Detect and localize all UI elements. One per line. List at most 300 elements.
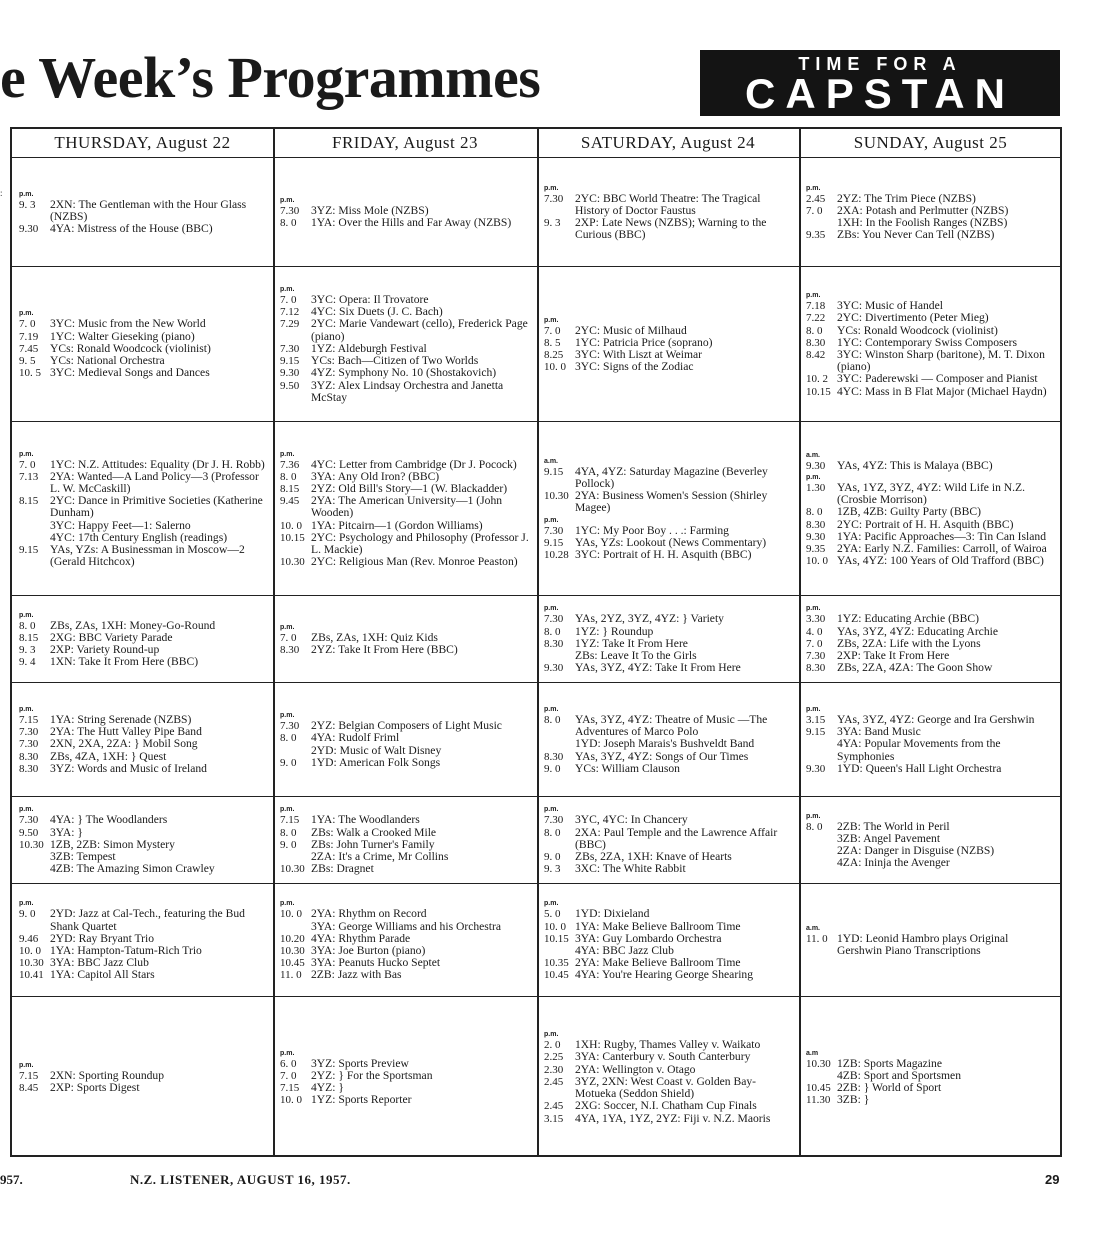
programme-time: 8.25: [544, 349, 564, 361]
programme-description: 1ZB: Sports Magazine: [837, 1056, 942, 1070]
programme-time: [806, 845, 837, 857]
time-period-label: p.m.: [19, 1061, 34, 1069]
day-header: THURSDAY, August 22: [54, 133, 231, 152]
programme-time: 7.30: [806, 650, 826, 663]
programme-description: 3ZB: }: [837, 1093, 870, 1107]
programme-time: 8.15: [19, 631, 39, 644]
programme-time: 7.13: [19, 470, 39, 483]
programme-description: 3YA: Canterbury v. South Canterbury: [575, 1050, 751, 1064]
programme-entry: [280, 495, 531, 519]
programme-description: 1YC: My Poor Boy . . .: Farming: [575, 523, 729, 537]
programme-description: 3YZ: Miss Mole (NZBS): [311, 203, 429, 217]
time-period-label: p.m.: [806, 473, 821, 481]
programme-cell: [14, 268, 272, 420]
row-divider: [12, 883, 1062, 884]
programme-time: 10.15: [544, 932, 569, 945]
programme-cell: [14, 998, 272, 1156]
programme-time: 10.15: [806, 385, 831, 398]
time-period-label: p.m.: [544, 605, 559, 613]
programme-entry: [280, 908, 531, 920]
programme-description: 2YZ: The Trim Piece (NZBS): [837, 191, 976, 205]
programme-description: 3YA: Peanuts Hucko Septet: [311, 956, 441, 970]
programme-entry: [19, 544, 267, 568]
programme-time: 10.45: [280, 957, 305, 970]
programme-entry: [19, 223, 267, 235]
programme-time: 9.50: [280, 379, 300, 392]
programme-time: 9.15: [806, 726, 826, 739]
programme-description: 4YC: 17th Century English (readings): [50, 530, 228, 544]
programme-description: 4ZB: Sport and Sportsmen: [837, 1068, 961, 1082]
programme-time: 7.12: [280, 306, 300, 319]
programme-time: 8. 0: [544, 826, 561, 839]
programme-time: 7.30: [544, 613, 564, 626]
programme-description: 2XP: Late News (NZBS); Warning to the Curious (BBC): [575, 216, 770, 242]
programme-time: 3.30: [806, 613, 826, 626]
programme-entry: [280, 367, 531, 379]
programme-description: 3YA: Band Music: [837, 725, 921, 739]
programme-time: 8.30: [544, 750, 564, 763]
programme-entry: [544, 613, 793, 625]
programme-entry: [280, 556, 531, 568]
programme-description: 3YA: Any Old Iron? (BBC): [311, 469, 440, 483]
programme-entry: [544, 193, 793, 217]
programme-description: YAs, 2YZ, 3YZ, 4YZ: } Variety: [575, 612, 724, 626]
programme-description: YCs: William Clauson: [575, 761, 680, 775]
programme-entry: [806, 519, 1056, 531]
programme-description: 1XH: Rugby, Thames Valley v. Waikato: [575, 1038, 761, 1052]
programme-cell: [801, 885, 1061, 995]
programme-time: 7. 0: [806, 204, 823, 217]
programme-time: 10. 0: [544, 361, 566, 374]
programme-entry: [280, 1058, 531, 1070]
margin-fragment: :: [0, 188, 3, 198]
programme-description: 2YC: Marie Vandewart (cello), Frederick Page (piano): [311, 317, 531, 343]
programme-description: 3YC: Medieval Songs and Dances: [50, 366, 210, 380]
programme-description: 1YC: N.Z. Attitudes: Equality (Dr J. H. Robb): [50, 457, 265, 471]
programme-time: 7. 0: [280, 631, 297, 644]
programme-description: 1XN: Take It From Here (BBC): [50, 655, 199, 669]
programme-description: 4YA: Rudolf Friml: [311, 731, 400, 745]
programme-entry: [19, 751, 267, 763]
programme-time: 7. 0: [19, 458, 36, 471]
programme-description: 1YZ: Educating Archie (BBC): [837, 612, 979, 626]
programme-time: 8. 0: [280, 470, 297, 483]
programme-entry: [806, 373, 1056, 385]
time-period-label: p.m.: [544, 705, 559, 713]
time-period-label: a.m: [806, 1049, 819, 1057]
programme-entry: [280, 814, 531, 826]
programme-entry: [806, 821, 1056, 833]
programme-entry: [806, 662, 1056, 674]
programme-entry: [19, 495, 267, 519]
programme-cell: [14, 885, 272, 995]
programme-description: YAs, 4YZ: 100 Years of Old Trafford (BBC): [837, 554, 1044, 568]
time-period-label: p.m.: [280, 1049, 295, 1057]
programme-entry: [19, 656, 267, 668]
programme-time: 7.30: [19, 814, 39, 827]
programme-entry: [806, 738, 1056, 762]
programme-time: 10.30: [280, 945, 305, 957]
programme-time: 9.30: [806, 530, 826, 543]
programme-time: 8.42: [806, 349, 826, 361]
programme-cell: [14, 423, 272, 594]
programme-entry: [806, 933, 1056, 957]
programme-time: 10.45: [806, 1082, 831, 1094]
programme-time: 7. 0: [280, 1069, 297, 1082]
programme-time: 8. 0: [280, 826, 297, 839]
time-period-label: a.m.: [544, 457, 559, 465]
programme-description: 3YZ: Alex Lindsay Orchestra and Janetta McStay: [311, 378, 507, 404]
programme-description: ZBs: Dragnet: [311, 862, 374, 876]
programme-time: [19, 520, 50, 532]
programme-description: ZBs, 2ZA, 1XH: Knave of Hearts: [575, 850, 732, 864]
programme-cell: [801, 268, 1061, 420]
programme-time: 7.29: [280, 318, 300, 331]
programme-entry: [280, 217, 531, 229]
programme-description: 2XG: Soccer, N.I. Chatham Cup Finals: [575, 1099, 757, 1113]
time-period-label: p.m.: [280, 712, 295, 720]
programme-description: 2XP: Variety Round-up: [50, 643, 160, 656]
programme-description: 1ZB, 2ZB: Simon Mystery: [50, 837, 175, 851]
programme-time: 10. 0: [280, 519, 302, 532]
time-period-label: a.m.: [806, 451, 821, 459]
programme-time: 7. 0: [544, 324, 561, 337]
programme-description: 1YA: Pitcairn—1 (Gordon Williams): [311, 518, 483, 532]
row-divider: [12, 266, 1062, 267]
programme-cell: [275, 597, 536, 681]
programme-time: [19, 532, 50, 544]
programme-time: 9.35: [806, 542, 826, 555]
programme-time: 9.30: [806, 762, 826, 775]
capstan-advert: [700, 50, 1060, 116]
programme-description: 3YA: Guy Lombardo Orchestra: [575, 931, 722, 945]
programme-time: 7.30: [544, 192, 564, 205]
programme-entry: [19, 367, 267, 379]
programme-description: 4YZ: Symphony No. 10 (Shostakovich): [311, 366, 497, 380]
programme-time: 8.45: [19, 1082, 39, 1094]
programme-time: [806, 217, 837, 229]
programme-cell: [801, 998, 1061, 1156]
programme-time: [806, 1070, 837, 1082]
programme-time: 10.41: [19, 969, 44, 982]
programme-cell: [539, 423, 798, 594]
programme-description: 2YD: Ray Bryant Trio: [50, 931, 155, 945]
programme-time: 7. 0: [19, 318, 36, 331]
programme-cell: [801, 684, 1061, 795]
programme-time: 10. 0: [280, 1094, 302, 1107]
programme-entry: [544, 525, 793, 537]
time-period-label: p.m.: [544, 316, 559, 324]
programme-entry: [544, 490, 793, 514]
programme-time: 8. 0: [280, 732, 297, 745]
programme-description: 2XN: The Gentleman with the Hour Glass (NZBS): [50, 197, 250, 223]
programme-time: 9.30: [806, 459, 826, 472]
programme-entry: [806, 555, 1056, 567]
programme-cell: [14, 798, 272, 882]
programme-time: 7.19: [19, 330, 39, 343]
programme-time: 10. 5: [19, 367, 41, 380]
programme-entry: [544, 863, 793, 875]
programme-time: 10.15: [280, 531, 305, 544]
programme-description: 2YA: Make Believe Ballroom Time: [575, 956, 741, 970]
time-period-label: p.m.: [19, 806, 34, 814]
programme-time: 10. 0: [19, 945, 41, 957]
programme-description: 2XN, 2XA, 2ZA: } Mobil Song: [50, 737, 198, 751]
time-period-label: p.m.: [806, 812, 821, 820]
programme-time: 8. 0: [544, 625, 561, 638]
programme-description: 3YC: Winston Sharp (baritone), M. T. Dixon (piano): [837, 348, 1048, 374]
programme-time: 2.30: [544, 1063, 564, 1076]
programme-entry: [280, 745, 531, 757]
page-number: 29: [1045, 1172, 1060, 1187]
programme-description: 3ZB: Angel Pavement: [837, 831, 941, 845]
time-period-label: p.m.: [806, 705, 821, 713]
programme-entry: [19, 908, 267, 932]
row-divider: [12, 421, 1062, 422]
programme-time: 7. 0: [280, 294, 297, 307]
programme-entry: [19, 471, 267, 495]
time-period-label: p.m.: [280, 806, 295, 814]
programme-description: 1YA: Capitol All Stars: [50, 968, 155, 982]
programme-description: 2ZB: The World in Peril: [837, 819, 950, 833]
programme-entry: [19, 1082, 267, 1094]
programme-cell: [275, 423, 536, 594]
row-divider: [12, 796, 1062, 797]
programme-entry: [544, 969, 793, 981]
programme-description: 1YZ: Aldeburgh Festival: [311, 341, 427, 355]
programme-description: 3YC: Music from the New World: [50, 317, 206, 331]
programme-description: 2YA: Early N.Z. Families: Carroll, of Wairoa: [837, 541, 1047, 555]
programme-cell: [539, 998, 798, 1156]
programme-description: 2XA: Paul Temple and the Lawrence Affair (BBC): [575, 825, 781, 851]
programme-description: 1YC: Walter Gieseking (piano): [50, 329, 195, 343]
programme-description: 2YD: Jazz at Cal-Tech., featuring the Bud Shank Quartet: [50, 907, 248, 933]
programme-time: [806, 857, 837, 869]
page-title: e Week’s Programmes: [0, 45, 541, 110]
programme-cell: [275, 998, 536, 1156]
programme-description: 2YA: The American University—1 (John Wooden): [311, 494, 505, 520]
programme-description: 1YZ: } Roundup: [575, 624, 654, 638]
programme-description: 2YA: Business Women's Session (Shirley Magee): [575, 489, 771, 515]
programme-description: 2YA: The Hutt Valley Pipe Band: [50, 725, 202, 739]
programme-cell: [275, 798, 536, 882]
programme-description: 1YD: Dixieland: [575, 907, 650, 921]
programme-time: 9. 5: [19, 355, 36, 368]
programme-entry: [544, 751, 793, 763]
programme-cell: [275, 684, 536, 795]
footer-publication: N.Z. LISTENER, AUGUST 16, 1957.: [130, 1172, 351, 1187]
programme-description: YAs, 3YZ, 4YZ: Take It From Here: [575, 661, 741, 675]
programme-time: 9. 4: [19, 656, 36, 669]
programme-entry: [19, 814, 267, 826]
programme-description: 3YC: Paderewski — Composer and Pianist: [837, 372, 1038, 386]
programme-cell: [539, 798, 798, 882]
programme-description: 2YC: Psychology and Philosophy (Professor J. L. Mackie): [311, 530, 532, 556]
programme-time: 7.15: [280, 814, 300, 827]
time-period-label: p.m.: [544, 806, 559, 814]
programme-time: 9. 3: [544, 863, 561, 876]
time-period-label: a.m.: [806, 924, 821, 932]
programme-time: [280, 745, 311, 757]
programme-description: 2YA: Wellington v. Otago: [575, 1062, 696, 1076]
programme-time: 9.15: [544, 536, 564, 549]
time-period-label: p.m.: [280, 900, 295, 908]
programme-time: 7.15: [19, 1069, 39, 1082]
programme-entry: [544, 921, 793, 933]
programme-entry: [544, 361, 793, 373]
day-header: FRIDAY, August 23: [332, 133, 478, 152]
programme-description: 1YA: Over the Hills and Far Away (NZBS): [311, 216, 512, 229]
programme-time: 7.30: [544, 814, 564, 827]
programme-description: 4YZ: }: [311, 1081, 344, 1094]
programme-description: 2ZA: It's a Crime, Mr Collins: [311, 850, 449, 864]
programme-description: YCs: Ronald Woodcock (violinist): [837, 323, 998, 337]
programme-time: 9.15: [19, 544, 39, 556]
advert-brand: CAPSTAN: [745, 70, 1015, 117]
programme-cell: [539, 684, 798, 795]
programme-description: 4YA, 1YA, 1YZ, 2YZ: Fiji v. N.Z. Maoris: [575, 1111, 771, 1125]
programme-description: 1YA: The Woodlanders: [311, 813, 420, 827]
programme-description: 3YZ: Words and Music of Ireland: [50, 761, 207, 775]
programme-time: 9. 0: [544, 762, 561, 775]
programme-description: 3YC: Portrait of H. H. Asquith (BBC): [575, 548, 752, 561]
programme-entry: [544, 1051, 793, 1063]
programme-cell: [275, 159, 536, 265]
programme-time: 10. 0: [806, 555, 828, 568]
row-divider: [12, 595, 1062, 596]
programme-description: ZBs: John Turner's Family: [311, 837, 435, 851]
programme-description: 4YC: Mass in B Flat Major (Michael Haydn): [837, 384, 1047, 398]
programme-description: 3YA: }: [50, 825, 83, 839]
programme-entry: [280, 921, 531, 933]
programme-cell: [539, 885, 798, 995]
programme-entry: [544, 763, 793, 775]
time-period-label: p.m.: [544, 184, 559, 192]
programme-time: 7.30: [280, 204, 300, 217]
programme-description: YCs: Bach—Citizen of Two Worlds: [311, 354, 479, 368]
programme-time: 7.30: [544, 524, 564, 537]
programme-time: 9.30: [280, 367, 300, 380]
programme-description: YAs, 3YZ, 4YZ: Theatre of Music —The Adventures of Marco Polo: [575, 712, 770, 739]
programme-description: 3YC: Happy Feet—1: Salerno: [50, 518, 191, 532]
programme-description: 4YA: Mistress of the House (BBC): [50, 222, 213, 236]
programme-entry: [544, 908, 793, 920]
programme-entry: [19, 620, 267, 632]
programme-time: 4. 0: [806, 625, 823, 638]
programme-time: 8. 5: [544, 336, 561, 349]
programme-time: [280, 921, 311, 933]
programme-entry: [19, 199, 267, 223]
programme-description: 2YC: Divertimento (Peter Mieg): [837, 311, 989, 325]
programme-time: 8. 0: [19, 619, 36, 632]
programme-time: 10.30: [806, 1057, 831, 1070]
row-divider: [12, 682, 1062, 683]
programme-description: 1YC: Contemporary Swiss Composers: [837, 335, 1018, 349]
programme-time: 9.45: [280, 495, 300, 508]
programme-description: 4ZA: Ininja the Avenger: [837, 856, 950, 870]
programme-description: 3ZB: Tempest: [50, 850, 116, 864]
programme-time: 8.30: [19, 750, 39, 763]
programme-time: 7.22: [806, 312, 826, 325]
programme-description: YAs, 3YZ, 4YZ: Songs of Our Times: [575, 749, 749, 763]
programme-description: 2XA: Potash and Perlmutter (NZBS): [837, 203, 1009, 217]
programme-cell: [539, 159, 798, 265]
programme-time: 7.30: [280, 342, 300, 355]
programme-entry: [806, 325, 1056, 337]
programme-time: 10. 0: [544, 920, 566, 933]
programme-cell: [275, 268, 536, 420]
programme-time: 7.30: [280, 720, 300, 733]
programme-time: 7.15: [19, 713, 39, 726]
programme-description: ZBs, 2ZA: Life with the Lyons: [837, 636, 981, 650]
programme-entry: [544, 1113, 793, 1125]
programme-time: 10.30: [280, 556, 305, 569]
programme-entry: [806, 229, 1056, 241]
programme-time: 10.30: [544, 490, 569, 503]
programme-time: 2. 0: [544, 1039, 561, 1052]
programme-time: 9.46: [19, 932, 39, 945]
programme-entry: [280, 459, 531, 471]
programme-description: 3YC, 4YC: In Chancery: [575, 813, 688, 827]
time-period-label: p.m.: [280, 286, 295, 294]
programme-time: 7.30: [19, 738, 39, 751]
programme-description: 3YC: Music of Handel: [837, 299, 943, 313]
programme-description: 2XP: Sports Digest: [50, 1081, 140, 1094]
programme-description: 2XP: Take It From Here: [837, 649, 950, 663]
programme-entry: [280, 318, 531, 342]
programme-description: ZBs: You Never Can Tell (NZBS): [837, 228, 995, 242]
programme-description: 2ZB: } World of Sport: [837, 1081, 942, 1094]
row-divider: [12, 157, 1062, 158]
programme-description: YAs, YZs: A Businessman in Moscow—2 (Gerald Hitchcox): [50, 543, 248, 569]
programme-description: YAs, 4YZ: This is Malaya (BBC): [837, 458, 993, 472]
programme-description: YCs: Ronald Woodcock (violinist): [50, 341, 211, 355]
programme-entry: [544, 1100, 793, 1112]
programme-cell: [801, 423, 1061, 594]
programme-description: 2ZB: Jazz with Bas: [311, 968, 402, 982]
programme-entry: [544, 549, 793, 561]
programme-time: [544, 650, 575, 662]
programme-entry: [19, 763, 267, 775]
programme-time: 11. 0: [806, 932, 828, 945]
programme-description: YAs, YZs: Lookout (News Commentary): [575, 535, 767, 549]
programme-description: 2YC: Religious Man (Rev. Monroe Peaston): [311, 555, 518, 569]
programme-entry: [806, 506, 1056, 518]
programme-description: YAs, 3YZ, 4YZ: George and Ira Gershwin: [837, 712, 1035, 726]
programme-time: 10.35: [544, 957, 569, 970]
programme-time: 9. 3: [19, 644, 36, 656]
programme-description: 4YA: Rhythm Parade: [311, 931, 411, 945]
programme-description: 3YZ: Sports Preview: [311, 1056, 409, 1070]
programme-time: 1.30: [806, 481, 826, 494]
time-period-label: p.m.: [806, 605, 821, 613]
programme-time: 9. 0: [19, 908, 36, 921]
programme-entry: [806, 349, 1056, 373]
programme-entry: [544, 1076, 793, 1100]
programme-description: 1YA: Pacific Approaches—3: Tin Can Island: [837, 529, 1046, 543]
time-period-label: p.m.: [19, 900, 34, 908]
programme-time: 11. 0: [280, 969, 302, 982]
programme-description: 4YA, 4YZ: Saturday Magazine (Beverley Pollock): [575, 464, 771, 490]
programme-time: 7.30: [19, 726, 39, 739]
programme-time: 10.28: [544, 549, 569, 561]
programme-description: 1YA: Hampton-Tatum-Rich Trio: [50, 944, 202, 957]
programme-entry: [806, 386, 1056, 398]
programme-time: 8.30: [544, 637, 564, 650]
programme-time: 9. 3: [19, 198, 36, 211]
programme-description: 3XC: The White Rabbit: [575, 862, 686, 876]
programme-time: 8.30: [806, 518, 826, 531]
